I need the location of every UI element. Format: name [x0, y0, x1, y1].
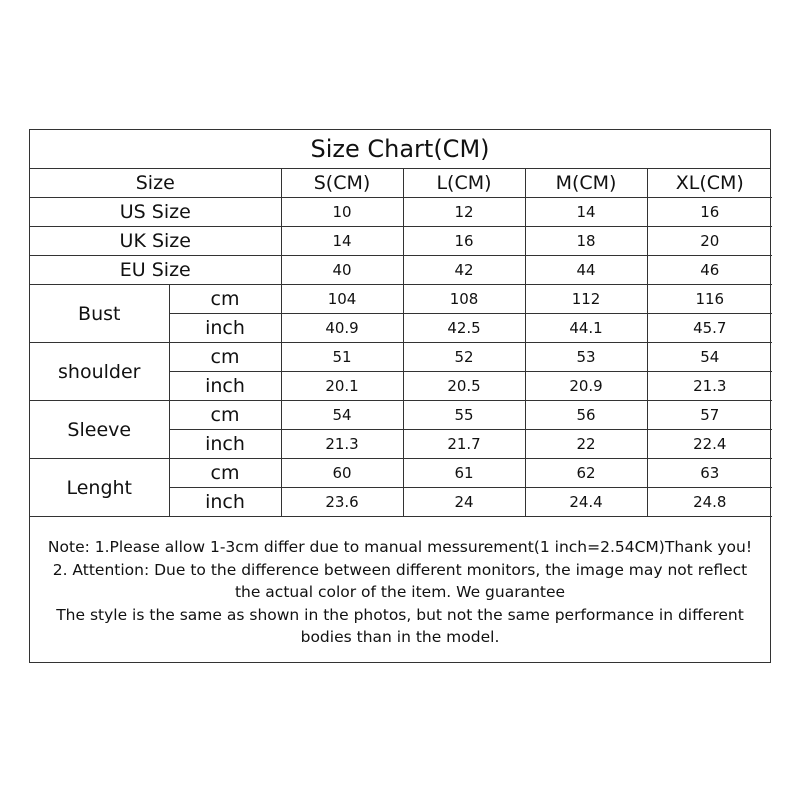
- row-label: US Size: [30, 198, 281, 227]
- value-cell: 20.5: [403, 372, 525, 401]
- notes: [30, 516, 770, 649]
- value-cell: 40.9: [281, 314, 403, 343]
- value-cell: 24.4: [525, 488, 647, 517]
- value-cell: 51: [281, 343, 403, 372]
- value-cell: 16: [647, 198, 772, 227]
- header-cell: S(CM): [281, 169, 403, 198]
- value-cell: 62: [525, 459, 647, 488]
- value-cell: 54: [281, 401, 403, 430]
- value-cell: 20.9: [525, 372, 647, 401]
- value-cell: 46: [647, 256, 772, 285]
- header-cell: L(CM): [403, 169, 525, 198]
- measure-label: Lenght: [30, 459, 169, 517]
- unit-cell: inch: [169, 372, 281, 401]
- value-cell: 42: [403, 256, 525, 285]
- value-cell: 44.1: [525, 314, 647, 343]
- value-cell: 10: [281, 198, 403, 227]
- measure-label: Bust: [30, 285, 169, 343]
- value-cell: 22.4: [647, 430, 772, 459]
- value-cell: 63: [647, 459, 772, 488]
- note-line: The style is the same as shown in the photos, but not the same performance in different bodies than in the model.: [56, 605, 744, 646]
- value-cell: 14: [281, 227, 403, 256]
- table-row: [30, 198, 772, 227]
- header-cell: XL(CM): [647, 169, 772, 198]
- size-chart: [29, 129, 771, 663]
- row-label: EU Size: [30, 256, 281, 285]
- value-cell: 21.3: [647, 372, 772, 401]
- value-cell: 55: [403, 401, 525, 430]
- measure-label: shoulder: [30, 343, 169, 401]
- value-cell: 24: [403, 488, 525, 517]
- table-row: [30, 227, 772, 256]
- value-cell: 53: [525, 343, 647, 372]
- value-cell: 54: [647, 343, 772, 372]
- value-cell: 61: [403, 459, 525, 488]
- table-row: [30, 401, 772, 430]
- value-cell: 20: [647, 227, 772, 256]
- value-cell: 21.3: [281, 430, 403, 459]
- value-cell: 52: [403, 343, 525, 372]
- value-cell: 23.6: [281, 488, 403, 517]
- value-cell: 112: [525, 285, 647, 314]
- unit-cell: cm: [169, 285, 281, 314]
- value-cell: 42.5: [403, 314, 525, 343]
- value-cell: 20.1: [281, 372, 403, 401]
- table-row: [30, 285, 772, 314]
- unit-cell: cm: [169, 343, 281, 372]
- measure-label: Sleeve: [30, 401, 169, 459]
- value-cell: 24.8: [647, 488, 772, 517]
- value-cell: 108: [403, 285, 525, 314]
- note-line: Note: 1.Please allow 1-3cm differ due to manual messurement(1 inch=2.54CM)Thank you!: [47, 538, 753, 556]
- value-cell: 116: [647, 285, 772, 314]
- value-cell: 44: [525, 256, 647, 285]
- value-cell: 16: [403, 227, 525, 256]
- value-cell: 18: [525, 227, 647, 256]
- row-label: UK Size: [30, 227, 281, 256]
- value-cell: 12: [403, 198, 525, 227]
- unit-cell: inch: [169, 314, 281, 343]
- header-cell: M(CM): [525, 169, 647, 198]
- value-cell: 57: [647, 401, 772, 430]
- unit-cell: cm: [169, 459, 281, 488]
- unit-cell: inch: [169, 488, 281, 517]
- unit-cell: cm: [169, 401, 281, 430]
- value-cell: 45.7: [647, 314, 772, 343]
- header-row: [30, 169, 772, 198]
- value-cell: 60: [281, 459, 403, 488]
- value-cell: 14: [525, 198, 647, 227]
- note-line: 2. Attention: Due to the difference between different monitors, the image may not reflect the actual color of the item. We guarantee: [52, 560, 748, 601]
- table-row: [30, 256, 772, 285]
- chart-title: Size Chart(CM): [30, 130, 770, 169]
- value-cell: 56: [525, 401, 647, 430]
- value-cell: 104: [281, 285, 403, 314]
- unit-cell: inch: [169, 430, 281, 459]
- size-table: [30, 169, 772, 517]
- header-cell: Size: [30, 169, 281, 198]
- value-cell: 40: [281, 256, 403, 285]
- table-row: [30, 459, 772, 488]
- value-cell: 22: [525, 430, 647, 459]
- value-cell: 21.7: [403, 430, 525, 459]
- table-row: [30, 343, 772, 372]
